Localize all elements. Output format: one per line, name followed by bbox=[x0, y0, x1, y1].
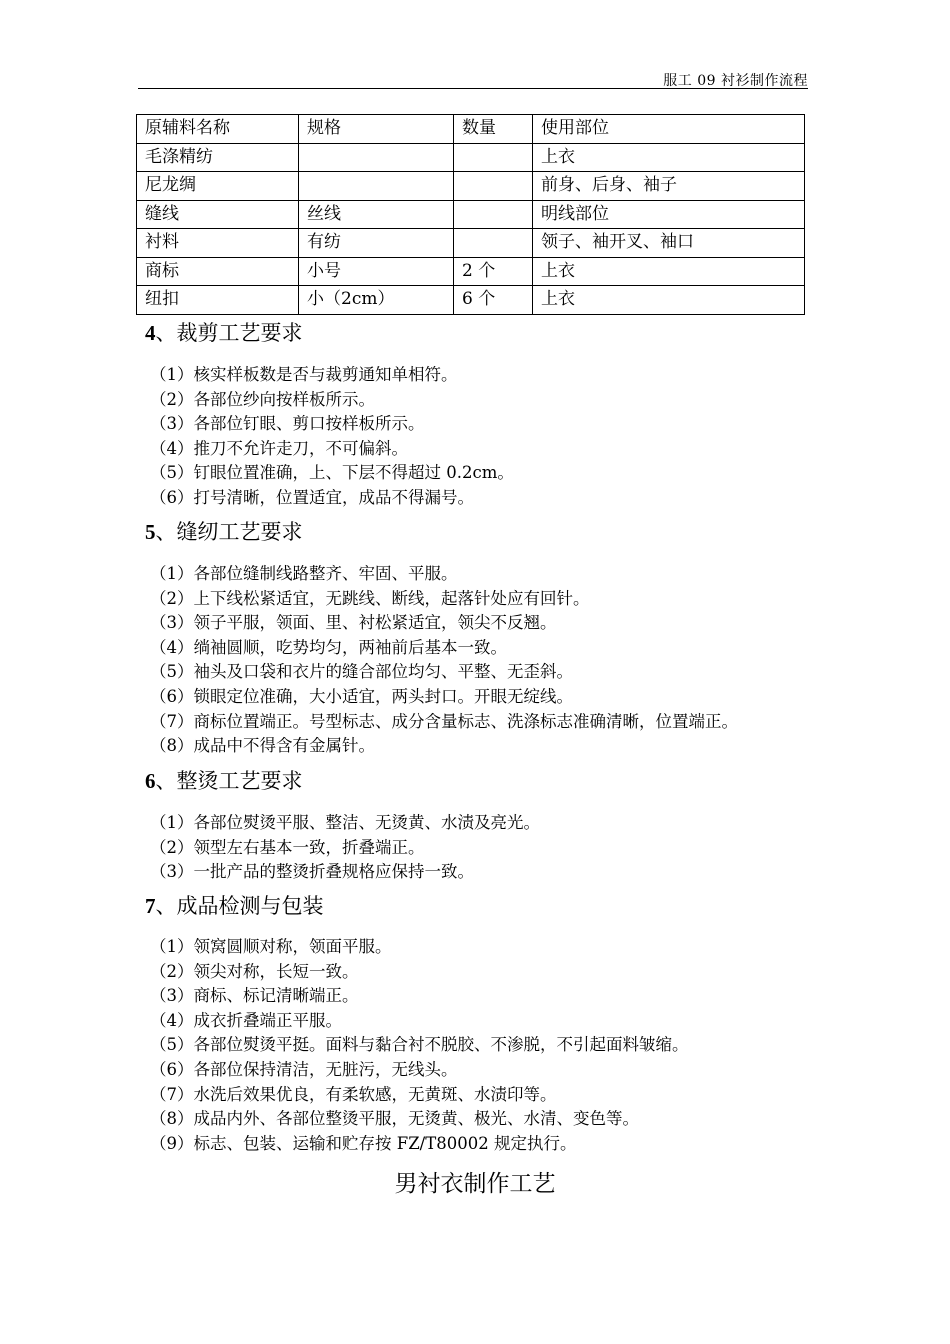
list-item: （5）各部位熨烫平挺。面料与黏合衬不脱胶、不渗脱，不引起面料皱缩。 bbox=[150, 1035, 689, 1055]
list-item: （8）成品中不得含有金属针。 bbox=[150, 736, 375, 756]
document-title: 男衬衣制作工艺 bbox=[394, 1171, 556, 1197]
section-title: 、成品检测与包装 bbox=[155, 894, 324, 918]
table-row bbox=[137, 257, 805, 286]
table-cell bbox=[454, 200, 533, 229]
list-item: （1）各部位熨烫平服、整洁、无烫黄、水渍及亮光。 bbox=[150, 813, 540, 832]
table-cell bbox=[454, 172, 533, 201]
section-number: 7 bbox=[145, 894, 156, 918]
table-cell: 纽扣 bbox=[137, 286, 299, 315]
list-item: （1）核实样板数是否与裁剪通知单相符。 bbox=[150, 365, 458, 384]
table-cell bbox=[454, 143, 533, 172]
table-cell: 商标 bbox=[137, 257, 299, 286]
list-item: （1）领窝圆顺对称，领面平服。 bbox=[150, 937, 392, 956]
list-item: （5）钉眼位置准确，上、下层不得超过 0.2cm。 bbox=[150, 463, 514, 483]
table-header-cell: 数量 bbox=[454, 115, 533, 144]
table-header-row bbox=[137, 115, 805, 144]
list-item: （5）袖头及口袋和衣片的缝合部位均匀、平整、无歪斜。 bbox=[150, 662, 573, 682]
section-heading-5 bbox=[145, 522, 303, 543]
table-header-cell: 原辅料名称 bbox=[137, 115, 299, 144]
table-row bbox=[137, 229, 805, 258]
section-list-5 bbox=[150, 562, 738, 759]
table-cell: 尼龙绸 bbox=[137, 172, 299, 201]
list-item: （9）标志、包装、运输和贮存按 FZ/T80002 规定执行。 bbox=[150, 1133, 577, 1153]
list-item: （3）各部位钉眼、剪口按样板所示。 bbox=[150, 414, 425, 434]
table-cell: 前身、后身、袖子 bbox=[533, 172, 805, 201]
table-cell: 上衣 bbox=[533, 257, 805, 286]
table-header-cell: 使用部位 bbox=[533, 115, 805, 144]
section-number: 6 bbox=[145, 769, 156, 793]
table-cell: 衬料 bbox=[137, 229, 299, 258]
list-item: （1）各部位缝制线路整齐、牢固、平服。 bbox=[150, 564, 458, 583]
section-title: 、整烫工艺要求 bbox=[155, 769, 303, 793]
section-title: 、缝纫工艺要求 bbox=[155, 520, 303, 544]
list-item: （6）打号清晰，位置适宜，成品不得漏号。 bbox=[150, 487, 474, 507]
table-cell: 缝线 bbox=[137, 200, 299, 229]
table-row bbox=[137, 200, 805, 229]
section-heading-6 bbox=[145, 771, 303, 792]
table-cell bbox=[454, 229, 533, 258]
section-heading-7 bbox=[145, 896, 324, 917]
table-cell: 上衣 bbox=[533, 286, 805, 315]
section-number: 4 bbox=[145, 321, 156, 345]
material-table bbox=[136, 114, 805, 315]
table-cell: 丝线 bbox=[299, 200, 454, 229]
table-cell: 有纺 bbox=[299, 229, 454, 258]
table-header-cell: 规格 bbox=[299, 115, 454, 144]
table-cell: 上衣 bbox=[533, 143, 805, 172]
table-cell bbox=[299, 143, 454, 172]
header-rule bbox=[138, 88, 808, 89]
table-cell: 领子、袖开叉、袖口 bbox=[533, 229, 805, 258]
table-cell: 2 个 bbox=[454, 257, 533, 286]
table-row bbox=[137, 286, 805, 315]
table-row bbox=[137, 143, 805, 172]
list-item: （2）领型左右基本一致，折叠端正。 bbox=[150, 837, 425, 857]
table-row bbox=[137, 172, 805, 201]
section-list-4 bbox=[150, 363, 514, 511]
list-item: （8）成品内外、各部位整烫平服，无烫黄、极光、水清、变色等。 bbox=[150, 1109, 639, 1129]
list-item: （7）水洗后效果优良，有柔软感，无黄斑、水渍印等。 bbox=[150, 1084, 557, 1104]
table-cell: 明线部位 bbox=[533, 200, 805, 229]
list-item: （3）商标、标记清晰端正。 bbox=[150, 986, 359, 1006]
page-header: 服工 09 衬衫制作流程 bbox=[663, 73, 808, 89]
section-list-6 bbox=[150, 811, 540, 885]
list-item: （7）商标位置端正。号型标志、成分含量标志、洗涤标志准确清晰，位置端正。 bbox=[150, 711, 738, 731]
list-item: （3）一批产品的整烫折叠规格应保持一致。 bbox=[150, 862, 474, 882]
list-item: （4）绱袖圆顺，吃势均匀，两袖前后基本一致。 bbox=[150, 637, 507, 657]
table-cell: 6 个 bbox=[454, 286, 533, 315]
table-cell: 毛涤精纺 bbox=[137, 143, 299, 172]
table-cell bbox=[299, 172, 454, 201]
list-item: （4）成衣折叠端正平服。 bbox=[150, 1010, 342, 1030]
list-item: （6）锁眼定位准确，大小适宜，两头封口。开眼无绽线。 bbox=[150, 686, 573, 706]
table-cell: 小（2cm） bbox=[299, 286, 454, 315]
list-item: （3）领子平服，领面、里、衬松紧适宜，领尖不反翘。 bbox=[150, 613, 557, 633]
section-title: 、裁剪工艺要求 bbox=[155, 321, 303, 345]
section-heading-4 bbox=[145, 323, 303, 344]
list-item: （4）推刀不允许走刀，不可偏斜。 bbox=[150, 438, 408, 458]
list-item: （2）领尖对称，长短一致。 bbox=[150, 961, 359, 981]
list-item: （6）各部位保持清洁，无脏污，无线头。 bbox=[150, 1059, 458, 1079]
table-cell: 小号 bbox=[299, 257, 454, 286]
list-item: （2）各部位纱向按样板所示。 bbox=[150, 389, 375, 409]
list-item: （2）上下线松紧适宜，无跳线、断线，起落针处应有回针。 bbox=[150, 588, 590, 608]
section-list-7 bbox=[150, 935, 689, 1156]
section-number: 5 bbox=[145, 520, 156, 544]
